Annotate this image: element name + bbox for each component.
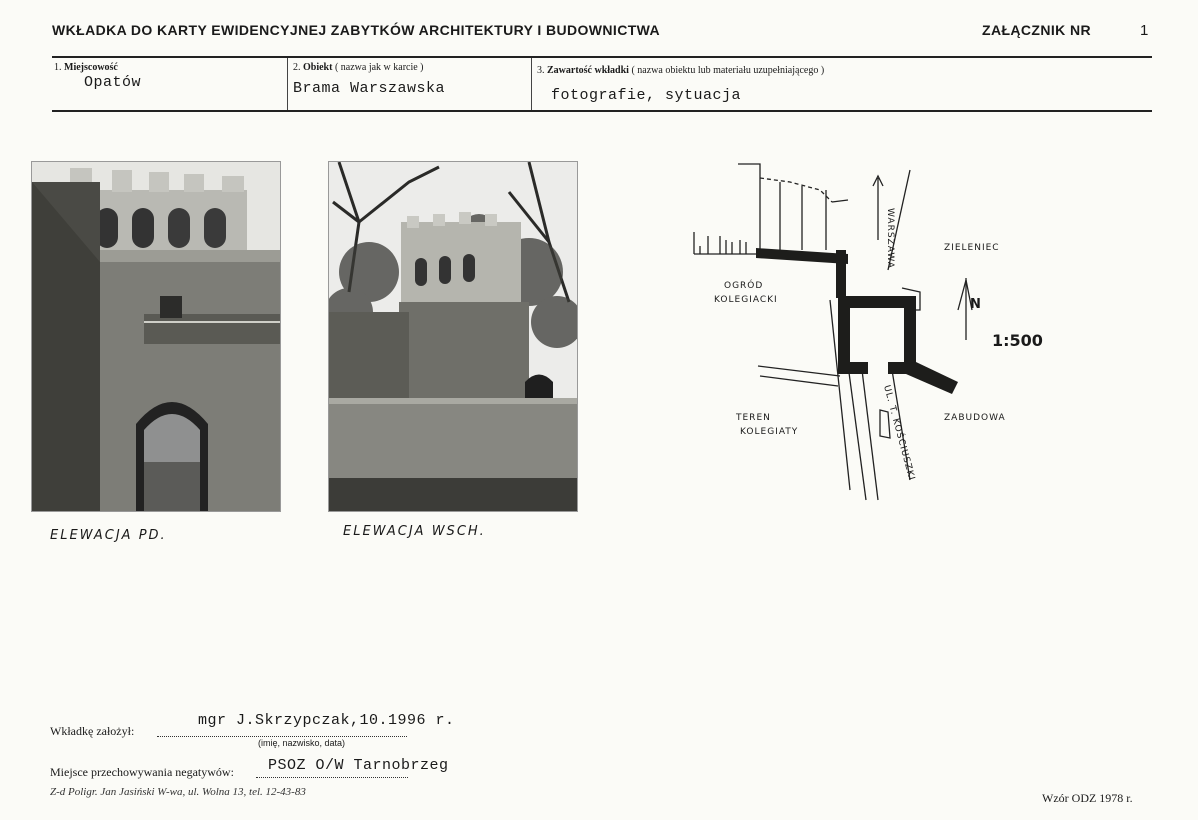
site-plan-sketch	[680, 150, 1080, 520]
map-label-buildings: ZABUDOWA	[944, 413, 1006, 423]
map-label-terrain-2: KOLEGIATY	[740, 427, 799, 437]
field-divider-2	[531, 58, 532, 110]
founded-dotted-line	[157, 736, 407, 737]
location-label: 1. Miejscowość	[54, 62, 118, 73]
map-scale: 1:500	[992, 331, 1043, 350]
header-rule-top	[52, 56, 1152, 58]
photo-1-caption: ELEWACJA PD.	[50, 528, 167, 543]
header-rule-bottom	[52, 110, 1152, 112]
map-north-label: N	[970, 297, 981, 312]
location-value: Opatów	[84, 74, 142, 91]
map-street-south: UL. T. KOŚCIUSZKI	[881, 384, 917, 483]
document-title: WKŁADKA DO KARTY EWIDENCYJNEJ ZABYTKÓW ARCHITEKTURY I BUDOWNICTWA	[52, 22, 661, 38]
map-label-terrain-1: TEREN	[736, 413, 771, 423]
annex-number: 1	[1140, 22, 1149, 39]
map-label-garden-1: OGRÓD	[724, 281, 764, 291]
photo-south-elevation	[31, 161, 281, 512]
contents-label: 3. Zawartość wkładki ( nazwa obiektu lub materiału uzupełniającego )	[537, 65, 825, 76]
photo-2-caption: ELEWACJA WSCH.	[343, 524, 486, 539]
contents-value: fotografie, sytuacja	[551, 87, 742, 104]
storage-value: PSOZ O/W Tarnobrzeg	[268, 757, 449, 774]
printer-info: Z-d Poligr. Jan Jasiński W-wa, ul. Wolna 13, tel. 12-43-83	[50, 786, 306, 798]
map-label-garden-2: KOLEGIACKI	[714, 295, 778, 305]
map-label-park: ZIELENIEC	[944, 243, 1000, 253]
annex-label: ZAŁĄCZNIK NR	[982, 22, 1092, 38]
founded-note: (imię, nazwisko, data)	[258, 738, 346, 748]
founded-label: Wkładkę założył:	[50, 724, 135, 738]
field-divider-1	[287, 58, 288, 110]
map-street-north: WARSZAWA	[885, 208, 895, 269]
object-label: 2. Obiekt ( nazwa jak w karcie )	[293, 62, 424, 73]
founded-value: mgr J.Skrzypczak,10.1996 r.	[198, 712, 455, 729]
storage-dotted-line	[256, 777, 408, 778]
form-number: Wzór ODZ 1978 r.	[1042, 791, 1133, 805]
object-value: Brama Warszawska	[293, 80, 446, 97]
photo-east-elevation	[328, 161, 578, 512]
storage-label: Miejsce przechowywania negatywów:	[50, 765, 234, 779]
